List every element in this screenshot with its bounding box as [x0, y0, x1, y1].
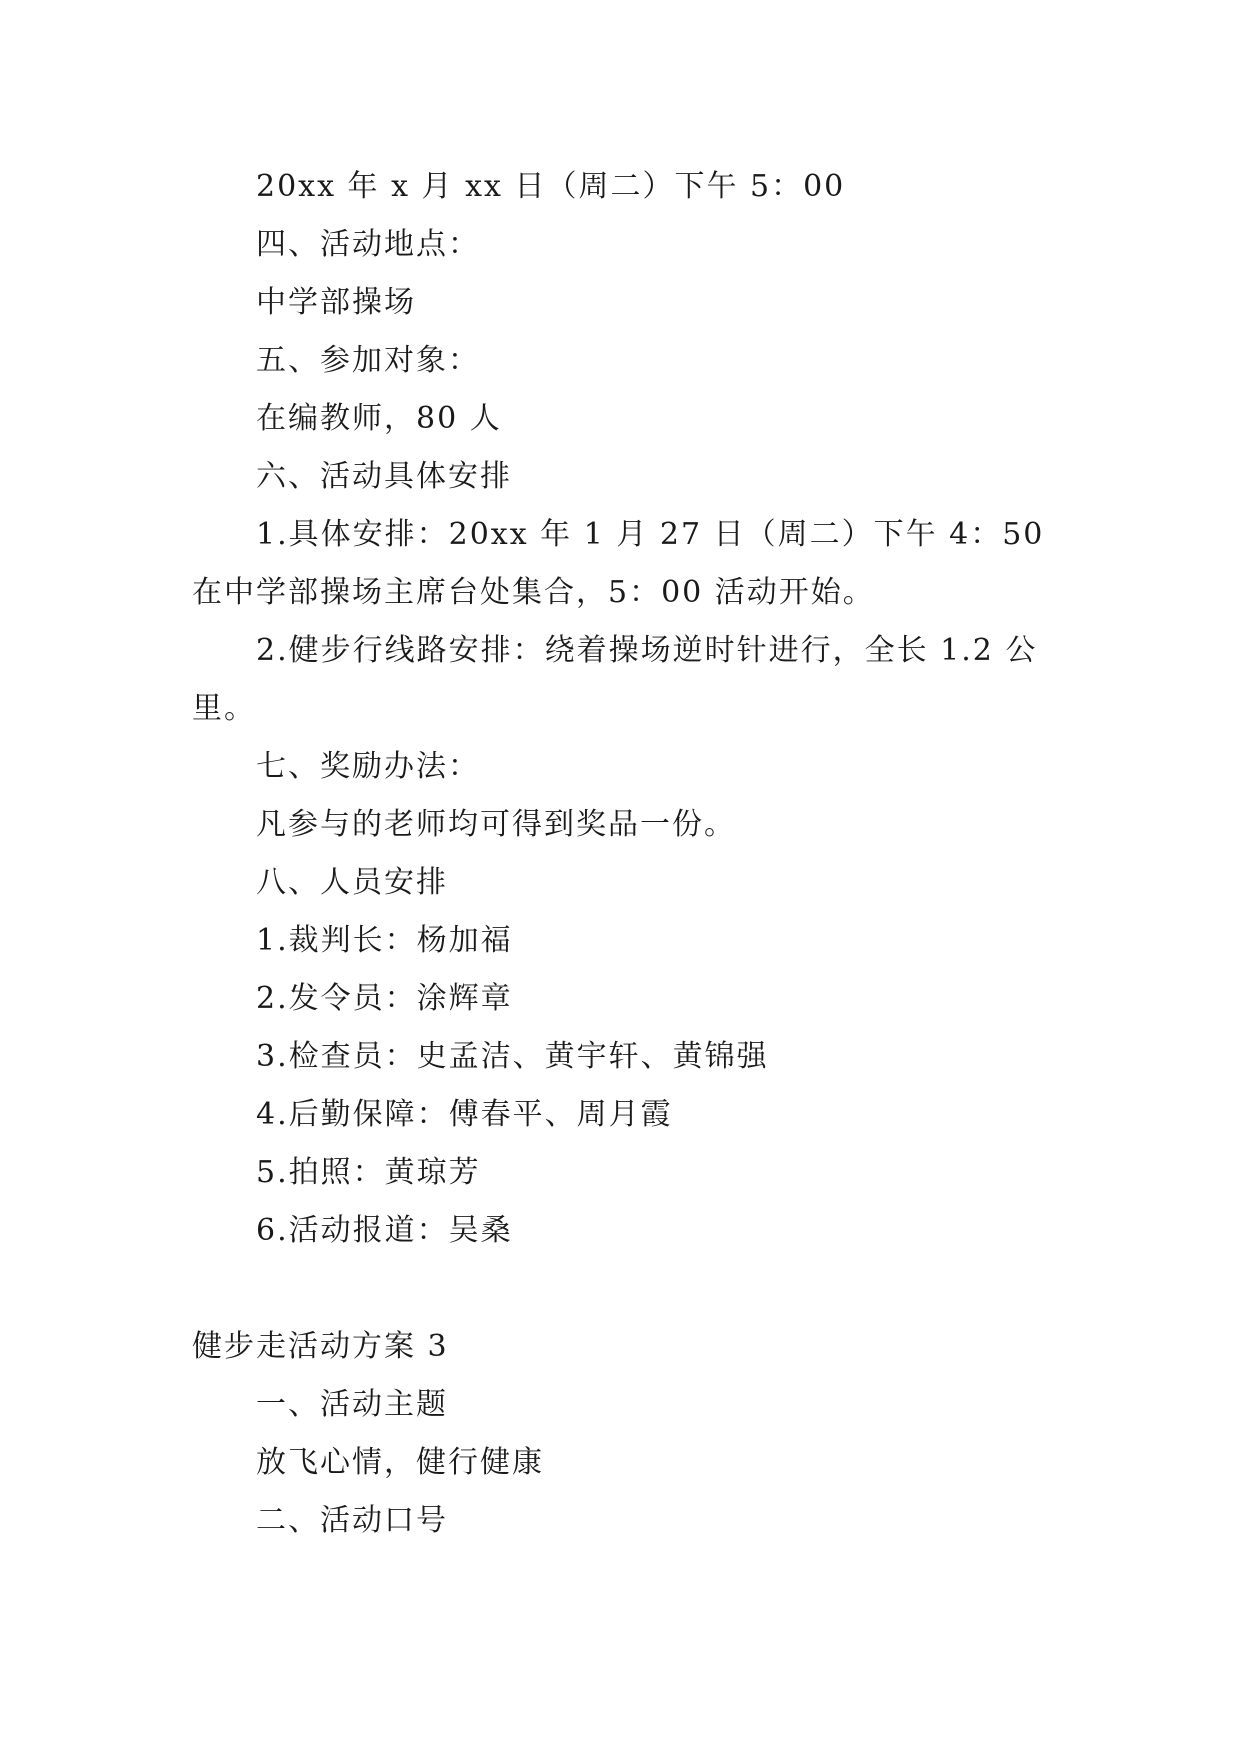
participants-value: 在编教师，80 人 [256, 401, 502, 436]
activity-time-value: 20xx 年 x 月 xx 日（周二）下午 5：00 [256, 169, 846, 204]
staff-item-inspectors: 3.检查员：史孟洁、黄宇轩、黄锦强 [256, 1039, 769, 1074]
plan-title: 健步走活动方案 3 [192, 1329, 449, 1364]
rewards-value: 凡参与的老师均可得到奖品一份。 [256, 807, 736, 842]
staff-item-logistics: 4.后勤保障：傅春平、周月霞 [256, 1097, 673, 1132]
location-value: 中学部操场 [256, 285, 416, 320]
staff-item-starter: 2.发令员：涂辉章 [256, 981, 513, 1016]
staff-item-photography: 5.拍照：黄琼芳 [256, 1155, 481, 1190]
section-heading-rewards: 七、奖励办法： [256, 749, 480, 784]
section-heading-location: 四、活动地点： [256, 227, 480, 262]
staff-item-reporting: 6.活动报道：吴桑 [256, 1213, 513, 1248]
arrangement-item-route: 2.健步行线路安排：绕着操场逆时针进行，全长 1.2 公里。 [192, 633, 1038, 726]
theme-value: 放飞心情，健行健康 [256, 1445, 544, 1480]
section-heading-arrangement: 六、活动具体安排 [256, 459, 512, 494]
section-heading-participants: 五、参加对象： [256, 343, 480, 378]
section-heading-slogan: 二、活动口号 [256, 1503, 448, 1538]
staff-item-referee: 1.裁判长：杨加福 [256, 923, 513, 958]
section-heading-staff: 八、人员安排 [256, 865, 448, 900]
section-heading-theme: 一、活动主题 [256, 1387, 448, 1422]
arrangement-item-schedule: 1.具体安排：20xx 年 1 月 27 日（周二）下午 4：50 在中学部操场主席台处集合，5：00 活动开始。 [192, 517, 1045, 610]
